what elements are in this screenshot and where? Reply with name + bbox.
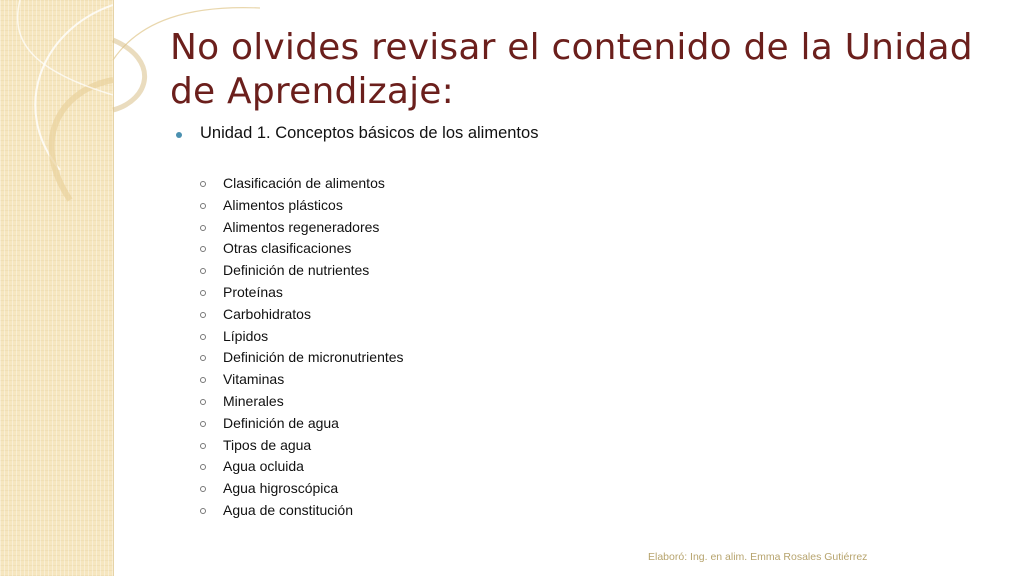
bullet-dot-icon: [176, 132, 182, 138]
ring-bullet-icon: [200, 312, 206, 318]
ring-bullet-icon: [200, 181, 206, 187]
ring-bullet-icon: [200, 290, 206, 296]
slide-title: No olvides revisar el contenido de la Unidad de Aprendizaje:: [170, 27, 973, 112]
ring-bullet-icon: [200, 203, 206, 209]
ring-bullet-icon: [200, 399, 206, 405]
ring-bullet-icon: [200, 246, 206, 252]
ring-bullet-icon: [200, 486, 206, 492]
main-bullet-text: Unidad 1. Conceptos básicos de los alimentos: [200, 124, 539, 142]
ring-bullet-icon: [200, 355, 206, 361]
ring-bullet-icon: [200, 225, 206, 231]
ring-bullet-icon: [200, 421, 206, 427]
ring-bullet-icon: [200, 334, 206, 340]
ring-bullet-icon: [200, 268, 206, 274]
ring-bullet-icon: [200, 377, 206, 383]
ring-bullet-icon: [200, 443, 206, 449]
footer-credit: Elaboró: Ing. en alim. Emma Rosales Gutiérrez: [648, 551, 868, 563]
ring-bullet-icon: [200, 508, 206, 514]
ring-bullet-icon: [200, 464, 206, 470]
